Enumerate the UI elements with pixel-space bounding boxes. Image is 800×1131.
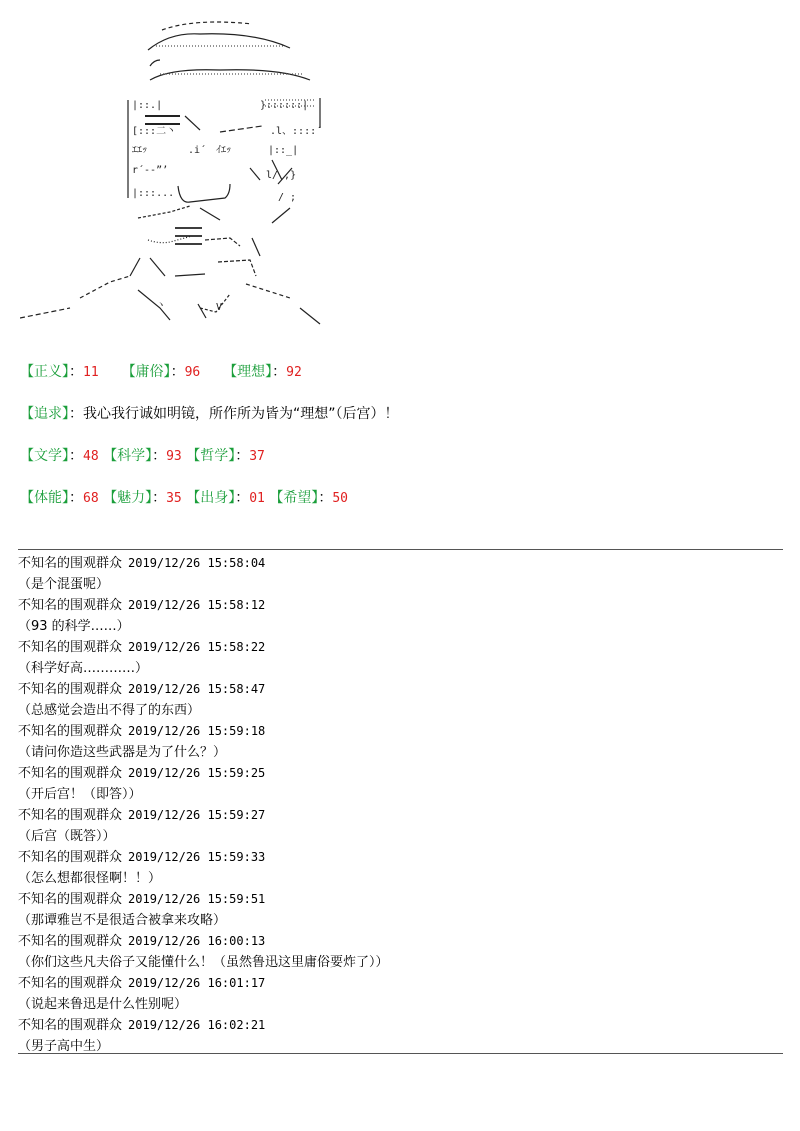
svg-text:V: V	[216, 302, 223, 313]
comment-text: （总感觉会造出不得了的东西）	[18, 703, 201, 718]
comment-timestamp: 2019/12/26 16:02:21	[128, 1018, 266, 1032]
comment-meta	[18, 847, 778, 868]
comment-user: 不知名的围观群众	[18, 808, 123, 823]
comment-timestamp: 2019/12/26 15:58:47	[128, 682, 266, 696]
colon: ：	[152, 490, 167, 506]
stat-value-justice: 11	[83, 365, 99, 380]
stat-label-philosophy: 【哲学】	[186, 448, 236, 464]
svg-text:.l、::::´: .l、::::´	[270, 126, 323, 137]
stat-value-vulgar: 96	[184, 365, 201, 380]
svg-text:r´‐‐”’: r´‐‐”’	[132, 165, 169, 176]
eye-right-text: ｲｴｯ	[216, 145, 231, 156]
comment-meta	[18, 595, 778, 616]
comment-timestamp: 2019/12/26 15:59:18	[128, 724, 266, 738]
comment-user: 不知名的围观群众	[18, 766, 123, 781]
comment-timestamp: 2019/12/26 15:58:22	[128, 640, 266, 654]
comment-text: （是个混蛋呢）	[18, 577, 110, 592]
comment-timestamp: 2019/12/26 16:00:13	[128, 934, 266, 948]
svg-text:|:::...: |:::...	[132, 188, 175, 199]
comment-meta	[18, 889, 778, 910]
stat-label-physique: 【体能】	[20, 490, 69, 506]
stat-line-4	[20, 488, 399, 508]
colon: ：	[69, 364, 83, 380]
comment-text: （科学好高…………）	[18, 661, 149, 676]
eye-left-text: ｴｴｯ	[132, 145, 147, 156]
stat-label-charm: 【魅力】	[103, 490, 153, 506]
stat-label-literature: 【文学】	[20, 448, 69, 464]
comment-user: 不知名的围观群众	[18, 976, 123, 991]
comment-user: 不知名的围观群众	[18, 850, 123, 865]
comment-list	[18, 553, 778, 1057]
stat-value-science: 93	[166, 449, 182, 464]
stat-label-ideal: 【理想】	[223, 364, 273, 380]
stat-line-1	[20, 362, 399, 382]
stat-label-vulgar: 【庸俗】	[121, 364, 171, 380]
stat-value-ideal: 92	[286, 365, 302, 380]
comment-text: （怎么想都很怪啊！！）	[18, 871, 162, 886]
comment-meta	[18, 679, 778, 700]
colon: ：	[235, 448, 250, 464]
stat-value-pursuit: 我心我行诚如明镜，所作所为皆为“理想”（后宫）！	[83, 406, 399, 422]
comment-text: （后宫（既答））	[18, 829, 116, 844]
comment-meta	[18, 721, 778, 742]
comment-meta	[18, 637, 778, 658]
stat-label-origin: 【出身】	[186, 490, 236, 506]
comment-user: 不知名的围观群众	[18, 1018, 123, 1033]
colon: ：	[69, 406, 83, 422]
comment-text: （男子高中生）	[18, 1039, 110, 1054]
ascii-art-drawing	[20, 8, 350, 338]
ascii-art-portrait	[20, 8, 350, 338]
comment-meta	[18, 1015, 778, 1036]
svg-text:ヽ: ヽ	[156, 300, 166, 311]
comment-text: （93 的科学……）	[18, 619, 130, 634]
comment-meta	[18, 805, 778, 826]
comment-text: （开后宫！（即答））	[18, 787, 142, 802]
stat-label-hope: 【希望】	[269, 490, 319, 506]
comment-timestamp: 2019/12/26 16:01:17	[128, 976, 266, 990]
comment-user: 不知名的围观群众	[18, 724, 123, 739]
svg-text:|::_|: |::_|	[268, 145, 299, 156]
stat-value-philosophy: 37	[249, 449, 265, 464]
svg-text:|::.|: |::.|	[132, 100, 163, 111]
comment-user: 不知名的围观群众	[18, 640, 123, 655]
colon: ：	[69, 490, 83, 506]
comment-meta	[18, 973, 778, 994]
comment-meta	[18, 763, 778, 784]
stat-label-justice: 【正义】	[20, 364, 69, 380]
comment-text: （你们这些凡夫俗子又能懂什么！（虽然鲁迅这里庸俗要炸了））	[18, 955, 389, 970]
comment-timestamp: 2019/12/26 15:59:25	[128, 766, 266, 780]
comment-timestamp: 2019/12/26 15:59:27	[128, 808, 266, 822]
comment-user: 不知名的围观群众	[18, 682, 123, 697]
comment-meta	[18, 553, 778, 574]
svg-text:}::::::|: }::::::|	[260, 100, 309, 111]
comment-user: 不知名的围观群众	[18, 598, 123, 613]
colon: ：	[318, 490, 333, 506]
comments-top-divider	[18, 549, 783, 550]
svg-text:/ ;: / ;	[278, 192, 297, 203]
comment-user: 不知名的围观群众	[18, 556, 123, 571]
stat-value-literature: 48	[83, 449, 99, 464]
stat-line-3	[20, 446, 399, 466]
comment-timestamp: 2019/12/26 15:58:04	[128, 556, 266, 570]
comment-timestamp: 2019/12/26 15:58:12	[128, 598, 266, 612]
comment-meta	[18, 931, 778, 952]
colon: ：	[235, 490, 250, 506]
stat-line-pursuit	[20, 404, 399, 424]
character-stats	[20, 362, 399, 530]
stat-value-hope: 50	[332, 491, 348, 506]
comment-text: （说起来鲁迅是什么性别呢）	[18, 997, 188, 1012]
colon: ：	[152, 448, 167, 464]
stat-value-origin: 01	[249, 491, 265, 506]
colon: ：	[69, 448, 83, 464]
comment-timestamp: 2019/12/26 15:59:51	[128, 892, 266, 906]
comment-text: （那谭雅岂不是很适合被拿来攻略）	[18, 913, 227, 928]
comment-user: 不知名的围观群众	[18, 892, 123, 907]
svg-text:.i´: .i´	[188, 145, 207, 156]
svg-text:l/ ,}: l/ ,}	[266, 170, 297, 181]
stat-value-charm: 35	[166, 491, 182, 506]
comment-timestamp: 2019/12/26 15:59:33	[128, 850, 266, 864]
comments-bottom-divider	[18, 1053, 783, 1054]
stat-label-pursuit: 【追求】	[20, 406, 69, 422]
stat-value-physique: 68	[83, 491, 99, 506]
stat-label-science: 【科学】	[103, 448, 153, 464]
colon: ：	[272, 364, 287, 380]
svg-text:[:::二丶: [:::二丶	[132, 126, 177, 137]
comment-text: （请问你造这些武器是为了什么？）	[18, 745, 227, 760]
comment-user: 不知名的围观群众	[18, 934, 123, 949]
colon: ：	[170, 364, 185, 380]
